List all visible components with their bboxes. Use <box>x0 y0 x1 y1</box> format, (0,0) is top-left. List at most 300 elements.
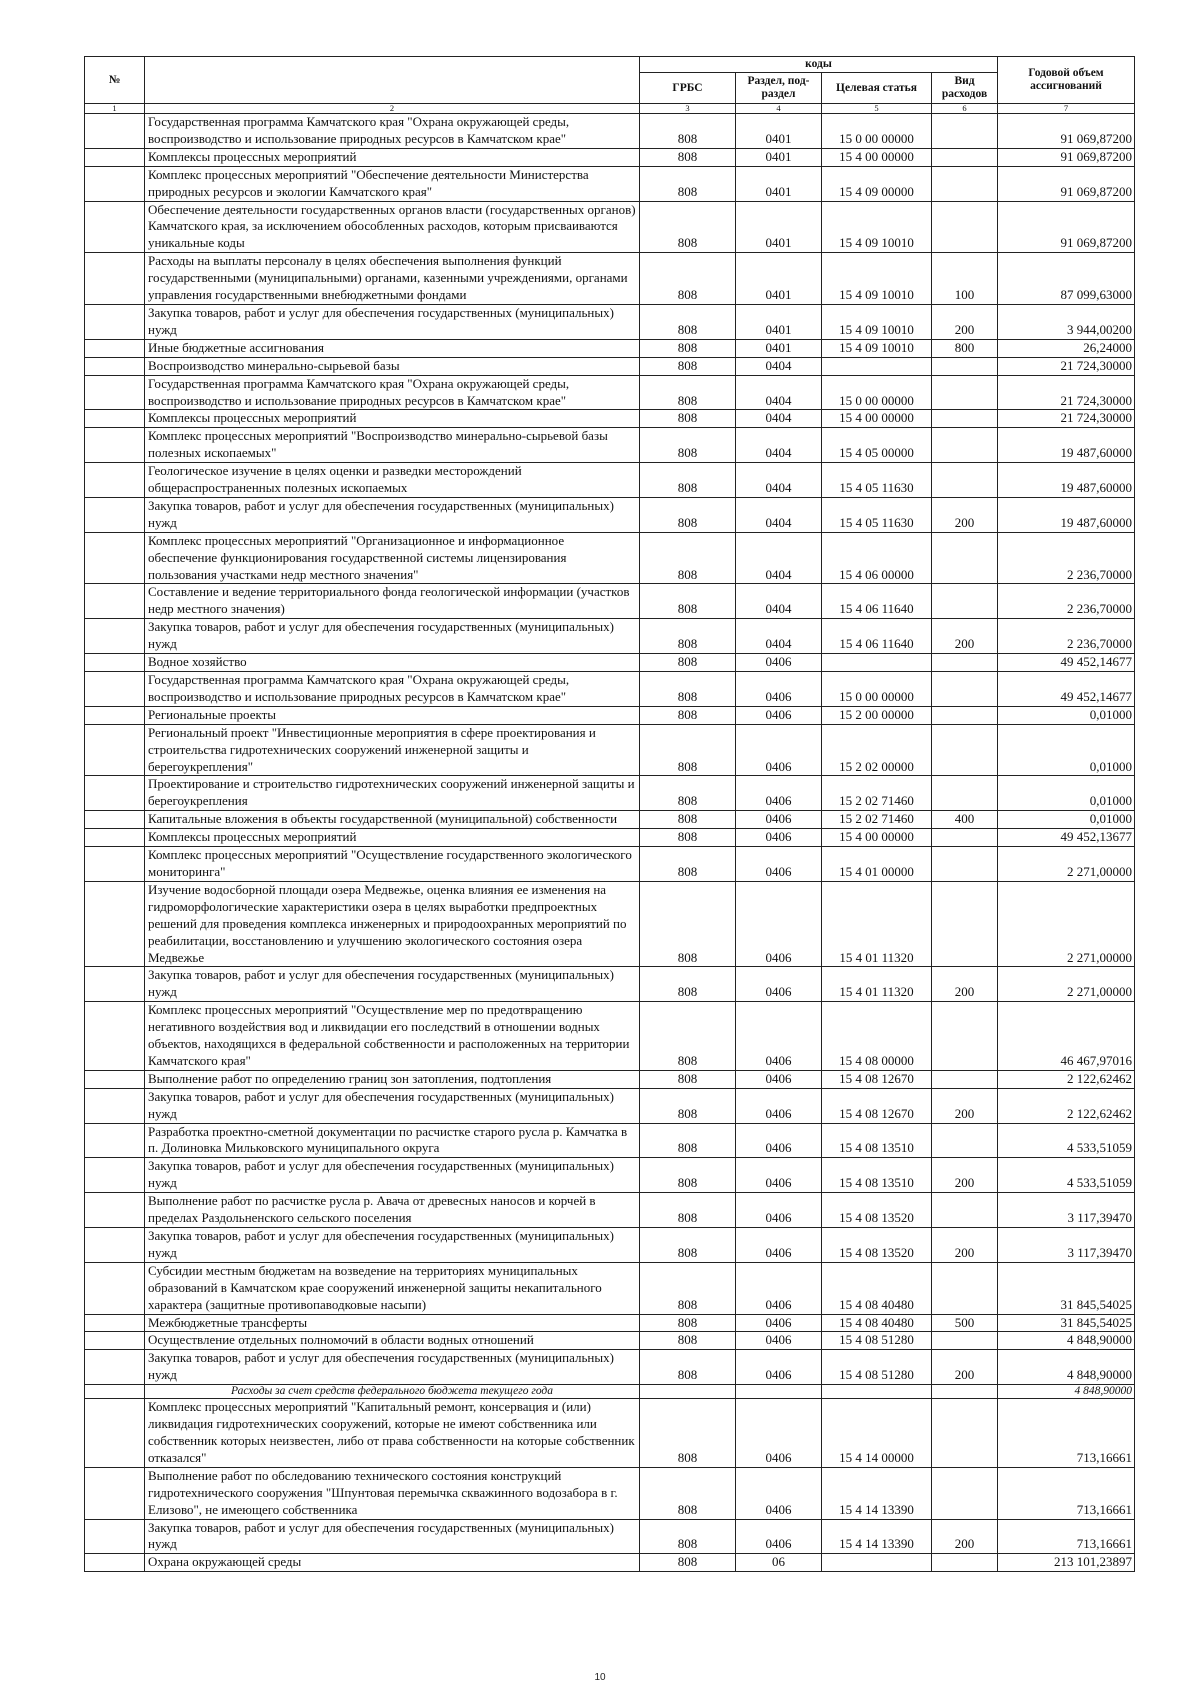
column-number: 6 <box>932 104 998 114</box>
row-number-cell <box>85 967 145 1002</box>
grbs-cell: 808 <box>640 829 736 847</box>
table-row <box>85 1314 1135 1332</box>
section-cell: 0404 <box>736 619 822 654</box>
grbs-cell: 808 <box>640 114 736 149</box>
item-name-cell: Выполнение работ по расчистке русла р. Авача от древесных наносов и корчей в пределах Раздольненского сельского поселения <box>145 1193 640 1228</box>
amount-cell: 0,01000 <box>998 811 1135 829</box>
amount-cell: 2 236,70000 <box>998 619 1135 654</box>
amount-cell: 713,16661 <box>998 1399 1135 1468</box>
section-cell: 0404 <box>736 532 822 584</box>
table-row <box>85 672 1135 707</box>
header-vid: Вид расходов <box>932 73 998 104</box>
grbs-cell: 808 <box>640 532 736 584</box>
expense-type-cell: 200 <box>932 1158 998 1193</box>
row-number-cell <box>85 148 145 166</box>
table-row <box>85 148 1135 166</box>
amount-cell: 2 271,00000 <box>998 967 1135 1002</box>
expense-type-cell <box>932 1399 998 1468</box>
row-number-cell <box>85 654 145 672</box>
section-cell: 0406 <box>736 1123 822 1158</box>
section-cell: 0406 <box>736 1070 822 1088</box>
amount-cell: 87 099,63000 <box>998 253 1135 305</box>
header-name-blank <box>145 57 640 104</box>
row-number-cell <box>85 1193 145 1228</box>
expense-type-cell <box>932 1193 998 1228</box>
table-row <box>85 1399 1135 1468</box>
table-row <box>85 1519 1135 1554</box>
expense-type-cell <box>932 1385 998 1399</box>
target-article-cell: 15 4 08 40480 <box>822 1314 932 1332</box>
header-target: Целевая статья <box>822 73 932 104</box>
row-number-cell <box>85 1228 145 1263</box>
row-number-cell <box>85 847 145 882</box>
item-name-cell: Расходы на выплаты персоналу в целях обеспечения выполнения функций государственными (муниципальными) органами, казенными учреждениями, органами управления государственными внебюджетными фондами <box>145 253 640 305</box>
row-number-cell <box>85 1002 145 1071</box>
target-article-cell: 15 4 08 12670 <box>822 1070 932 1088</box>
amount-cell: 2 122,62462 <box>998 1088 1135 1123</box>
grbs-cell: 808 <box>640 148 736 166</box>
table-row <box>85 706 1135 724</box>
grbs-cell: 808 <box>640 410 736 428</box>
column-number: 5 <box>822 104 932 114</box>
table-row <box>85 428 1135 463</box>
header-num: № <box>85 57 145 104</box>
target-article-cell: 15 4 08 40480 <box>822 1262 932 1314</box>
expense-type-cell <box>932 166 998 201</box>
item-name-cell: Комплексы процессных мероприятий <box>145 829 640 847</box>
grbs-cell: 808 <box>640 847 736 882</box>
grbs-cell: 808 <box>640 724 736 776</box>
section-cell: 0406 <box>736 654 822 672</box>
row-number-cell <box>85 672 145 707</box>
table-row <box>85 1158 1135 1193</box>
expense-type-cell: 200 <box>932 1350 998 1385</box>
item-name-cell: Региональные проекты <box>145 706 640 724</box>
row-number-cell <box>85 1467 145 1519</box>
row-number-cell <box>85 1399 145 1468</box>
amount-cell: 2 271,00000 <box>998 847 1135 882</box>
header-codes: коды <box>640 57 998 73</box>
section-cell: 0406 <box>736 1158 822 1193</box>
target-article-cell: 15 4 08 13520 <box>822 1228 932 1263</box>
row-number-cell <box>85 1332 145 1350</box>
row-number-cell <box>85 114 145 149</box>
amount-cell: 21 724,30000 <box>998 410 1135 428</box>
grbs-cell: 808 <box>640 1002 736 1071</box>
row-number-cell <box>85 776 145 811</box>
target-article-cell: 15 4 09 00000 <box>822 166 932 201</box>
grbs-cell: 808 <box>640 967 736 1002</box>
table-row <box>85 375 1135 410</box>
budget-table <box>84 56 1135 1572</box>
grbs-cell: 808 <box>640 1467 736 1519</box>
column-numbers-row <box>85 104 1135 114</box>
expense-type-cell <box>932 881 998 967</box>
section-cell: 0406 <box>736 724 822 776</box>
grbs-cell: 808 <box>640 776 736 811</box>
row-number-cell <box>85 1262 145 1314</box>
item-name-cell: Геологическое изучение в целях оценки и разведки месторождений общераспространенных полезных ископаемых <box>145 463 640 498</box>
amount-cell: 2 122,62462 <box>998 1070 1135 1088</box>
item-name-cell: Закупка товаров, работ и услуг для обеспечения государственных (муниципальных) нужд <box>145 497 640 532</box>
grbs-cell: 808 <box>640 1314 736 1332</box>
grbs-cell: 808 <box>640 1519 736 1554</box>
target-article-cell: 15 4 08 12670 <box>822 1088 932 1123</box>
grbs-cell: 808 <box>640 1158 736 1193</box>
section-cell: 0401 <box>736 148 822 166</box>
item-name-cell: Закупка товаров, работ и услуг для обеспечения государственных (муниципальных) нужд <box>145 1350 640 1385</box>
section-cell: 0406 <box>736 881 822 967</box>
target-article-cell: 15 4 06 11640 <box>822 584 932 619</box>
row-number-cell <box>85 375 145 410</box>
table-row <box>85 1193 1135 1228</box>
section-cell: 0404 <box>736 357 822 375</box>
amount-cell: 4 533,51059 <box>998 1158 1135 1193</box>
grbs-cell: 808 <box>640 201 736 253</box>
section-cell: 0404 <box>736 428 822 463</box>
grbs-cell: 808 <box>640 619 736 654</box>
amount-cell: 213 101,23897 <box>998 1554 1135 1572</box>
section-cell <box>736 1385 822 1399</box>
target-article-cell: 15 0 00 00000 <box>822 672 932 707</box>
item-name-cell: Охрана окружающей среды <box>145 1554 640 1572</box>
expense-type-cell <box>932 532 998 584</box>
section-cell: 0401 <box>736 201 822 253</box>
amount-cell: 4 848,90000 <box>998 1350 1135 1385</box>
target-article-cell: 15 4 14 00000 <box>822 1399 932 1468</box>
grbs-cell <box>640 1385 736 1399</box>
item-name-cell: Комплекс процессных мероприятий "Воспроизводство минерально-сырьевой базы полезных ископаемых" <box>145 428 640 463</box>
section-cell: 0406 <box>736 1399 822 1468</box>
target-article-cell: 15 4 08 51280 <box>822 1350 932 1385</box>
item-name-cell: Проектирование и строительство гидротехнических сооружений инженерной защиты и берегоукрепления <box>145 776 640 811</box>
expense-type-cell <box>932 584 998 619</box>
item-name-cell: Закупка товаров, работ и услуг для обеспечения государственных (муниципальных) нужд <box>145 1228 640 1263</box>
row-number-cell <box>85 339 145 357</box>
target-article-cell <box>822 1554 932 1572</box>
target-article-cell: 15 4 06 00000 <box>822 532 932 584</box>
grbs-cell: 808 <box>640 428 736 463</box>
item-name-cell: Комплексы процессных мероприятий <box>145 148 640 166</box>
section-cell: 0406 <box>736 1193 822 1228</box>
row-number-cell <box>85 1158 145 1193</box>
section-cell: 0406 <box>736 829 822 847</box>
target-article-cell <box>822 654 932 672</box>
table-row <box>85 1332 1135 1350</box>
amount-cell: 91 069,87200 <box>998 148 1135 166</box>
target-article-cell: 15 4 14 13390 <box>822 1467 932 1519</box>
amount-cell: 91 069,87200 <box>998 166 1135 201</box>
row-number-cell <box>85 811 145 829</box>
target-article-cell <box>822 1385 932 1399</box>
amount-cell: 49 452,13677 <box>998 829 1135 847</box>
grbs-cell: 808 <box>640 463 736 498</box>
grbs-cell: 808 <box>640 497 736 532</box>
grbs-cell: 808 <box>640 166 736 201</box>
amount-cell: 0,01000 <box>998 706 1135 724</box>
column-number: 4 <box>736 104 822 114</box>
row-number-cell <box>85 463 145 498</box>
item-name-cell: Государственная программа Камчатского края "Охрана окружающей среды, воспроизводство и использование природных ресурсов в Камчатском крае" <box>145 672 640 707</box>
target-article-cell: 15 4 09 10010 <box>822 253 932 305</box>
grbs-cell: 808 <box>640 811 736 829</box>
table-row <box>85 829 1135 847</box>
item-name-cell: Комплекс процессных мероприятий "Капитальный ремонт, консервация и (или) ликвидация гидротехнических сооружений, которые не имеют собственника или собственник которых неизвестен, либо от права собственности на которые собственник отказался" <box>145 1399 640 1468</box>
expense-type-cell: 200 <box>932 1228 998 1263</box>
item-name-cell: Комплекс процессных мероприятий "Осуществление мер по предотвращению негативного воздействия вод и ликвидации его последствий в отношении водных объектов, находящихся в федеральной собственности и расположенных на территории Камчатского края" <box>145 1002 640 1071</box>
amount-cell: 0,01000 <box>998 724 1135 776</box>
expense-type-cell <box>932 375 998 410</box>
item-name-cell: Разработка проектно-сметной документации по расчистке старого русла р. Камчатка в п. Долиновка Мильковского муниципального округа <box>145 1123 640 1158</box>
grbs-cell: 808 <box>640 1399 736 1468</box>
grbs-cell: 808 <box>640 304 736 339</box>
target-article-cell: 15 4 00 00000 <box>822 410 932 428</box>
amount-cell: 21 724,30000 <box>998 357 1135 375</box>
expense-type-cell <box>932 1262 998 1314</box>
row-number-cell <box>85 304 145 339</box>
target-article-cell: 15 4 08 13510 <box>822 1158 932 1193</box>
table-row <box>85 253 1135 305</box>
item-name-cell: Водное хозяйство <box>145 654 640 672</box>
row-number-cell <box>85 201 145 253</box>
item-name-cell: Воспроизводство минерально-сырьевой базы <box>145 357 640 375</box>
table-header <box>85 57 1135 114</box>
table-row <box>85 967 1135 1002</box>
expense-type-cell: 400 <box>932 811 998 829</box>
row-number-cell <box>85 584 145 619</box>
row-number-cell <box>85 1123 145 1158</box>
grbs-cell: 808 <box>640 672 736 707</box>
grbs-cell: 808 <box>640 654 736 672</box>
item-name-cell: Комплекс процессных мероприятий "Осуществление государственного экологического мониторинга" <box>145 847 640 882</box>
section-cell: 0406 <box>736 1002 822 1071</box>
item-name-cell: Межбюджетные трансферты <box>145 1314 640 1332</box>
table-row <box>85 619 1135 654</box>
target-article-cell: 15 4 01 00000 <box>822 847 932 882</box>
target-article-cell: 15 4 09 10010 <box>822 304 932 339</box>
expense-type-cell <box>932 706 998 724</box>
target-article-cell: 15 2 02 71460 <box>822 776 932 811</box>
expense-type-cell: 500 <box>932 1314 998 1332</box>
row-number-cell <box>85 829 145 847</box>
item-name-cell: Изучение водосборной площади озера Медвежье, оценка влияния ее изменения на гидроморфологические характеристики озера в целях выработки предпроектных решений для проведения комплекса инженерных и природоохранных мероприятий по реабилитации, восстановлению и улучшению экологического состояния озера Медвежье <box>145 881 640 967</box>
target-article-cell: 15 2 02 71460 <box>822 811 932 829</box>
item-name-cell: Комплекс процессных мероприятий "Обеспечение деятельности Министерства природных ресурсов и экологии Камчатского края" <box>145 166 640 201</box>
table-row <box>85 881 1135 967</box>
item-name-cell: Осуществление отдельных полномочий в области водных отношений <box>145 1332 640 1350</box>
grbs-cell: 808 <box>640 706 736 724</box>
expense-type-cell <box>932 201 998 253</box>
row-number-cell <box>85 619 145 654</box>
item-name-cell: Закупка товаров, работ и услуг для обеспечения государственных (муниципальных) нужд <box>145 1088 640 1123</box>
target-article-cell: 15 4 08 13510 <box>822 1123 932 1158</box>
item-name-cell: Субсидии местным бюджетам на возведение на территориях муниципальных образований в Камчатском крае сооружений инженерной защиты некапитального характера (защитные противопаводковые насыпи) <box>145 1262 640 1314</box>
amount-cell: 91 069,87200 <box>998 201 1135 253</box>
expense-type-cell <box>932 357 998 375</box>
amount-cell: 713,16661 <box>998 1519 1135 1554</box>
target-article-cell: 15 0 00 00000 <box>822 114 932 149</box>
table-row <box>85 1228 1135 1263</box>
row-number-cell <box>85 253 145 305</box>
section-cell: 0404 <box>736 375 822 410</box>
expense-type-cell: 200 <box>932 497 998 532</box>
expense-type-cell <box>932 114 998 149</box>
row-number-cell <box>85 1385 145 1399</box>
amount-cell: 21 724,30000 <box>998 375 1135 410</box>
table-row <box>85 811 1135 829</box>
target-article-cell: 15 2 00 00000 <box>822 706 932 724</box>
row-number-cell <box>85 1314 145 1332</box>
amount-cell: 19 487,60000 <box>998 497 1135 532</box>
section-cell: 0406 <box>736 706 822 724</box>
expense-type-cell: 200 <box>932 967 998 1002</box>
expense-type-cell <box>932 1332 998 1350</box>
section-cell: 0406 <box>736 1467 822 1519</box>
section-cell: 0406 <box>736 967 822 1002</box>
amount-cell: 4 848,90000 <box>998 1385 1135 1399</box>
section-cell: 0406 <box>736 1332 822 1350</box>
section-cell: 0401 <box>736 339 822 357</box>
item-name-cell: Закупка товаров, работ и услуг для обеспечения государственных (муниципальных) нужд <box>145 1158 640 1193</box>
target-article-cell <box>822 357 932 375</box>
grbs-cell: 808 <box>640 1088 736 1123</box>
expense-type-cell <box>932 410 998 428</box>
table-row <box>85 776 1135 811</box>
target-article-cell: 15 4 09 10010 <box>822 339 932 357</box>
expense-type-cell <box>932 1002 998 1071</box>
table-row <box>85 1467 1135 1519</box>
row-number-cell <box>85 1088 145 1123</box>
item-name-cell: Государственная программа Камчатского края "Охрана окружающей среды, воспроизводство и использование природных ресурсов в Камчатском крае" <box>145 375 640 410</box>
target-article-cell: 15 4 08 00000 <box>822 1002 932 1071</box>
section-cell: 0401 <box>736 304 822 339</box>
table-row <box>85 1262 1135 1314</box>
table-row <box>85 463 1135 498</box>
amount-cell: 3 944,00200 <box>998 304 1135 339</box>
section-cell: 0406 <box>736 1088 822 1123</box>
amount-cell: 49 452,14677 <box>998 672 1135 707</box>
item-name-cell: Закупка товаров, работ и услуг для обеспечения государственных (муниципальных) нужд <box>145 1519 640 1554</box>
expense-type-cell <box>932 1070 998 1088</box>
expense-type-cell <box>932 1123 998 1158</box>
target-article-cell: 15 4 01 11320 <box>822 967 932 1002</box>
expense-type-cell: 200 <box>932 1088 998 1123</box>
target-article-cell: 15 4 01 11320 <box>822 881 932 967</box>
table-row <box>85 497 1135 532</box>
target-article-cell: 15 4 00 00000 <box>822 148 932 166</box>
item-name-cell: Обеспечение деятельности государственных органов власти (государственных органов) Камчатского края, за исключением обособленных расходов, которым присваиваются уникальные коды <box>145 201 640 253</box>
item-name-cell: Региональный проект "Инвестиционные мероприятия в сфере проектирования и строительства гидротехнических сооружений инженерной защиты и берегоукрепления" <box>145 724 640 776</box>
section-cell: 0406 <box>736 847 822 882</box>
target-article-cell: 15 4 09 10010 <box>822 201 932 253</box>
target-article-cell: 15 4 00 00000 <box>822 829 932 847</box>
column-number: 3 <box>640 104 736 114</box>
section-cell: 06 <box>736 1554 822 1572</box>
table-row <box>85 357 1135 375</box>
amount-cell: 19 487,60000 <box>998 428 1135 463</box>
amount-cell: 4 533,51059 <box>998 1123 1135 1158</box>
amount-cell: 49 452,14677 <box>998 654 1135 672</box>
target-article-cell: 15 4 05 11630 <box>822 463 932 498</box>
column-number: 2 <box>145 104 640 114</box>
table-row <box>85 201 1135 253</box>
page-number: 10 <box>594 1672 606 1683</box>
item-name-cell: Иные бюджетные ассигнования <box>145 339 640 357</box>
expense-type-cell <box>932 463 998 498</box>
section-cell: 0404 <box>736 410 822 428</box>
target-article-cell: 15 2 02 00000 <box>822 724 932 776</box>
amount-cell: 26,24000 <box>998 339 1135 357</box>
expense-type-cell: 200 <box>932 1519 998 1554</box>
amount-cell: 3 117,39470 <box>998 1228 1135 1263</box>
expense-type-cell <box>932 654 998 672</box>
grbs-cell: 808 <box>640 375 736 410</box>
row-number-cell <box>85 532 145 584</box>
item-name-cell: Выполнение работ по обследованию технического состояния конструкций гидротехнического сооружения "Шпунтовая перемычка скважинного водозабора в г. Елизово", не имеющего собственника <box>145 1467 640 1519</box>
grbs-cell: 808 <box>640 253 736 305</box>
row-number-cell <box>85 428 145 463</box>
section-cell: 0404 <box>736 497 822 532</box>
expense-type-cell: 800 <box>932 339 998 357</box>
row-number-cell <box>85 166 145 201</box>
row-number-cell <box>85 1554 145 1572</box>
section-cell: 0401 <box>736 253 822 305</box>
amount-cell: 2 236,70000 <box>998 584 1135 619</box>
target-article-cell: 15 4 06 11640 <box>822 619 932 654</box>
target-article-cell: 15 4 14 13390 <box>822 1519 932 1554</box>
item-name-cell: Государственная программа Камчатского края "Охрана окружающей среды, воспроизводство и использование природных ресурсов в Камчатском крае" <box>145 114 640 149</box>
grbs-cell: 808 <box>640 339 736 357</box>
expense-type-cell <box>932 776 998 811</box>
table-row <box>85 1002 1135 1071</box>
item-name-cell: Комплекс процессных мероприятий "Организационное и информационное обеспечение функционирования государственной системы лицензирования пользования участками недр местного значения" <box>145 532 640 584</box>
amount-cell: 91 069,87200 <box>998 114 1135 149</box>
item-name-cell: Закупка товаров, работ и услуг для обеспечения государственных (муниципальных) нужд <box>145 967 640 1002</box>
table-row <box>85 724 1135 776</box>
table-row <box>85 584 1135 619</box>
section-cell: 0404 <box>736 584 822 619</box>
item-name-cell: Составление и ведение территориального фонда геологической информации (участков недр местного значения) <box>145 584 640 619</box>
target-article-cell: 15 0 00 00000 <box>822 375 932 410</box>
table-row <box>85 1088 1135 1123</box>
expense-type-cell: 100 <box>932 253 998 305</box>
section-cell: 0406 <box>736 1228 822 1263</box>
expense-type-cell: 200 <box>932 619 998 654</box>
item-name-cell: Капитальные вложения в объекты государственной (муниципальной) собственности <box>145 811 640 829</box>
table-row <box>85 654 1135 672</box>
section-cell: 0406 <box>736 1350 822 1385</box>
table-row <box>85 532 1135 584</box>
target-article-cell: 15 4 08 51280 <box>822 1332 932 1350</box>
header-grbs: ГРБС <box>640 73 736 104</box>
expense-type-cell <box>932 428 998 463</box>
section-cell: 0406 <box>736 811 822 829</box>
row-number-cell <box>85 1519 145 1554</box>
grbs-cell: 808 <box>640 1350 736 1385</box>
grbs-cell: 808 <box>640 584 736 619</box>
table-row <box>85 847 1135 882</box>
section-cell: 0406 <box>736 776 822 811</box>
column-number: 7 <box>998 104 1135 114</box>
amount-cell: 46 467,97016 <box>998 1002 1135 1071</box>
section-cell: 0401 <box>736 166 822 201</box>
table-row <box>85 114 1135 149</box>
section-cell: 0404 <box>736 463 822 498</box>
item-name-cell: Закупка товаров, работ и услуг для обеспечения государственных (муниципальных) нужд <box>145 304 640 339</box>
amount-cell: 31 845,54025 <box>998 1314 1135 1332</box>
amount-cell: 3 117,39470 <box>998 1193 1135 1228</box>
table-row <box>85 1123 1135 1158</box>
